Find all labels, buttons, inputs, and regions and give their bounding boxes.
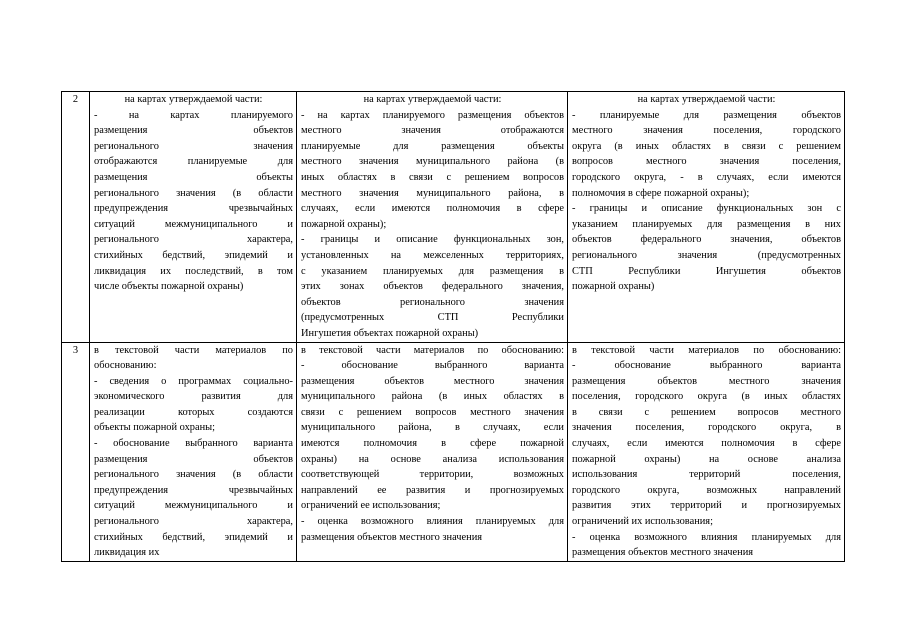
text-line: объектов федерального значения, объектов [572,234,841,246]
text-line: - обоснование выбранного варианта [572,360,841,372]
text-line: вопросов местного значения поселения, [572,156,841,168]
text-line: размещения объекты [94,171,293,183]
text-line: на картах утверждаемой части: [363,94,502,105]
text-line: местного значения муниципального района, в [301,187,564,199]
text-line: пожарной охраны); [301,218,387,230]
table-cell-col-2 [297,92,568,343]
table-row [62,92,845,343]
text-line: местного значения поселения, городского [572,125,841,137]
text-line: СТП Республики Ингушетия объектов [572,265,841,277]
text-line: регионального значения (предусмотренных [572,249,841,261]
text-line: объектов регионального значения [301,296,564,308]
text-line: - обоснование выбранного варианта [94,438,293,450]
text-line: обоснованию: [94,360,157,372]
text-line: размещения объектов местного значения [301,375,564,387]
text-line: размещения объектов [94,453,293,465]
text-line: полномочия в сфере пожарной охраны); [572,187,750,199]
text-line: регионального характера, [94,234,293,246]
text-line: ограничений ее использования; [301,500,441,512]
row-number: 3 [62,342,90,561]
text-line: предупреждения чрезвычайных [94,484,293,496]
text-line: развития этих территорий и прогнозируемых [572,500,841,512]
text-line: стихийных бедствий, эпидемий и [94,531,293,543]
text-line: случаях, если имеются полномочия в сфере [301,203,564,215]
text-line: охраны) на основе анализа использования [301,453,564,465]
text-line: городского округа, возможных направлений [572,484,841,496]
text-line: регионального значения [94,140,293,152]
text-line: объекты пожарной охраны; [94,422,216,434]
text-line: реализации которых создаются [94,406,293,418]
text-line: в связи с решением вопросов местного [572,406,841,418]
text-line: местного значения муниципального района (в [301,156,564,168]
text-line: связи с решением вопросов местного значения [301,406,564,418]
text-line: на картах утверждаемой части: [637,94,776,105]
text-line: случаях, если имеются полномочия в сфере [572,438,841,450]
text-line: - на картах планируемого размещения объектов [301,109,564,121]
text-line: - оценка возможного влияния планируемых для [301,516,564,528]
text-line: Ингушетия объектах пожарной охраны) [301,327,479,339]
text-line: предупреждения чрезвычайных [94,203,293,215]
text-line: ограничений их использования; [572,516,713,528]
text-line: ситуаций межмуниципального и [94,500,293,512]
table-cell-col-3 [568,342,845,561]
text-line: размещения объектов местного значения [572,375,841,387]
text-line: в текстовой части материалов по [94,344,293,356]
text-line: - обоснование выбранного варианта [301,360,564,372]
text-line: ситуаций межмуниципального и [94,218,293,230]
text-line: пожарной охраны) [572,281,655,293]
text-line: этих зонах объектов федерального значения, [301,281,564,293]
text-line: регионального значения (в области [94,469,293,481]
text-line: экономического развития для [94,391,293,403]
text-line: пожарной охраны) на основе анализа [572,453,841,465]
text-line: установленных на межселенных территориях, [301,249,564,261]
text-line: указанием планируемых для размещения в них [572,218,841,230]
text-line: ликвидация их [94,547,160,559]
table-cell-col-3 [568,92,845,343]
text-line: в текстовой части материалов по обоснованию: [572,344,841,356]
text-line: - сведения о программах социально- [94,375,293,387]
text-line: использования территорий поселения, [572,469,841,481]
text-line: - границы и описание функциональных зон с [572,203,841,215]
text-line: городского округа, - в случаях, если имеются [572,171,841,183]
text-line: в текстовой части материалов по обоснованию: [301,344,564,356]
text-line: иных областях в связи с решением вопросов [301,171,564,183]
text-line: ликвидация их последствий, в том [94,265,293,277]
text-line: округа (в иных областях в связи с решением [572,140,841,152]
text-line: муниципального района, в случаях, если [301,422,564,434]
text-line: планируемые для размещения объекты [301,140,564,152]
text-line: размещения объектов местного значения [301,531,483,543]
content-table [61,91,845,562]
text-line: регионального характера, [94,516,293,528]
table-cell-col-1 [90,342,297,561]
text-line: имеются полномочия в сфере пожарной [301,438,564,450]
text-line: поселения, городского округа (в иных областях [572,391,841,403]
text-line: размещения объектов местного значения [572,547,754,559]
text-line: стихийных бедствий, эпидемий и [94,249,293,261]
text-line: местного значения отображаются [301,125,564,137]
text-line: размещения объектов [94,125,293,137]
text-line: направлений ее развития и прогнозируемых [301,484,564,496]
table-body [62,92,845,562]
table-cell-col-2 [297,342,568,561]
text-line: отображаются планируемые для [94,156,293,168]
text-line: числе объекты пожарной охраны) [94,281,244,293]
text-line: - планируемые для размещения объектов [572,109,841,121]
text-line: значения поселения, городского округа, в [572,422,841,434]
text-line: соответствующей территории, возможных [301,469,564,481]
text-line: муниципального района (в иных областях в [301,391,564,403]
text-line: - границы и описание функциональных зон, [301,234,564,246]
table-row [62,342,845,561]
row-number: 2 [62,92,90,343]
text-line: на картах утверждаемой части: [124,94,263,105]
text-line: - на картах планируемого [94,109,293,121]
text-line: - оценка возможного влияния планируемых для [572,531,841,543]
text-line: регионального значения (в области [94,187,293,199]
text-line: с указанием планируемых для размещения в [301,265,564,277]
text-line: (предусмотренных СТП Республики [301,312,564,324]
table-cell-col-1 [90,92,297,343]
